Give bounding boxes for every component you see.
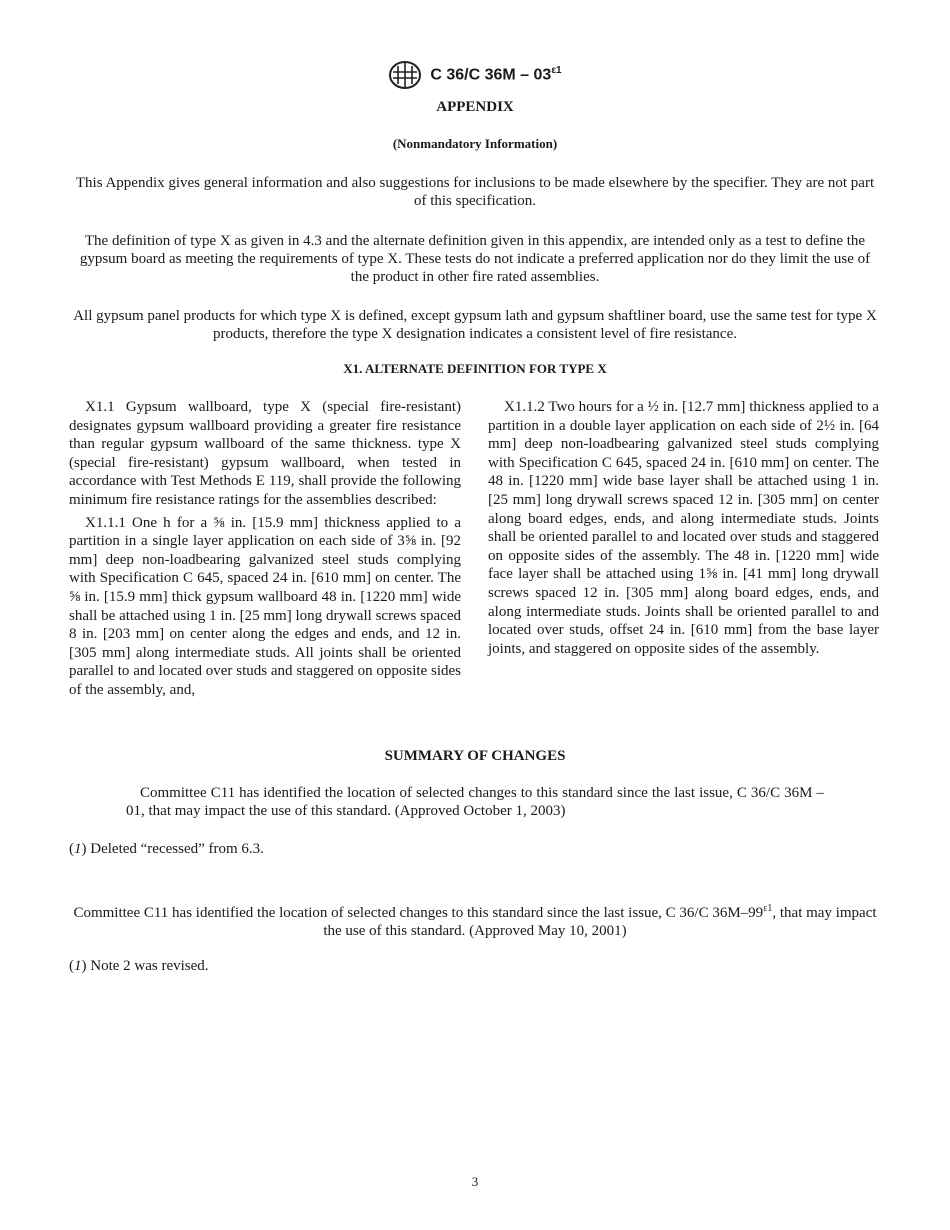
summary-title: SUMMARY OF CHANGES (384, 748, 566, 764)
right-column (488, 398, 879, 658)
intro-paragraph-2: The definition of type X as given in 4.3 and the alternate definition given in this appendix, are intended only as a test to define the gypsum board as meeting the requirements of type X. These tests do not indicate a preferred application nor do they limit the use of the product in other fire rated assemblies. (79, 233, 871, 285)
designation: C 36/C $36M - 03^{\varepsilon 1}$ (430, 65, 562, 84)
left-column (69, 398, 461, 700)
page-header (0, 60, 950, 90)
paragraph-x1-1: X1.1 Gypsum wallboard, type X (special fire-resistant) designates gypsum wallboard providing a greater fire resistance than regular gypsum wallboard of the same thickness. type X (special fire-resistant) gypsum wallboard, when tested in accordance with Test Methods E 119, shall provide the following minimum fire resistance ratings for the assemblies described: (69, 399, 461, 508)
summary-item-2: (1) Note 2 was revised. (69, 958, 209, 974)
intro-paragraph-3: All gypsum panel products for which type X is defined, except gypsum lath and gypsum shaftliner board, use the same test for type X products, therefore the type X designation indicates a consistent level of fire resistance. (73, 308, 877, 342)
summary-block-1: Committee C11 has identified the location of selected changes to this standard since the last issue, C 36/C 36M – 01, that may impact the use of this standard. (Approved October 1, 2003) (126, 785, 824, 819)
summary-block-2: Committee C11 has identified the location of selected changes to this standard since the last issue, C 36/C $36M-99^{\varepsilon 1}$, that may impact the use of this standard. (Approved May 10, 2001) (73, 903, 877, 939)
page-number: 3 (471, 1174, 479, 1189)
appendix-title: APPENDIX (436, 99, 514, 115)
appendix-subtitle: (Nonmandatory Information) (392, 136, 558, 151)
paragraph-x1-1-2: X1.1.2 Two hours for a ½ in. [12.7 mm] thickness applied to a partition in a double layer application on each side of 2½ in. [64 mm] deep non-loadbearing galvanized steel studs complying with Specification C 645, spaced 24 in. [610 mm] on center. The 48 in. [1220 mm] wide base layer shall be attached using 1 in. [25 mm] long drywall screws spaced 12 in. [305 mm] on center along board edges, ends, and along intermediate studs. Joints shall be oriented parallel to and located over studs and staggered on opposite sides of the assembly. The 48 in. [1220 mm] wide face layer shall be attached using 1⅝ in. [41 mm] long drywall screws spaced 12 in. [305 mm] along board edges, ends, and along intermediate studs. Joints shall be oriented parallel to and located over studs, offset 24 in. [610 mm] from the base layer joints, and staggered on opposite sides of the assembly. (488, 399, 879, 657)
astm-logo-icon (388, 60, 422, 90)
paragraph-x1-1-1: X1.1.1 One h for a ⅝ in. [15.9 mm] thickness applied to a partition in a single layer application on each side of 3⅝ in. [92 mm] deep non-loadbearing galvanized steel studs complying with Specification C 645, spaced 24 in. [610 mm] on center. The ⅝ in. [15.9 mm] thick gypsum wallboard 48 in. [1220 mm] wide shall be attached using 1 in. [25 mm] long drywall screws spaced 8 in. [203 mm] on center along the edges and ends, and 12 in. [305 mm] along intermediate studs. All joints shall be oriented parallel to and located over studs and staggered on opposite sides of the assembly, and, (69, 514, 461, 698)
section-heading: X1. ALTERNATE DEFINITION FOR TYPE X (343, 361, 607, 376)
intro-paragraph-1: This Appendix gives general information and also suggestions for inclusions to be made elsewhere by the specifier. They are not part of this specification. (75, 175, 875, 209)
summary-item-1: (1) Deleted “recessed” from 6.3. (69, 841, 264, 857)
